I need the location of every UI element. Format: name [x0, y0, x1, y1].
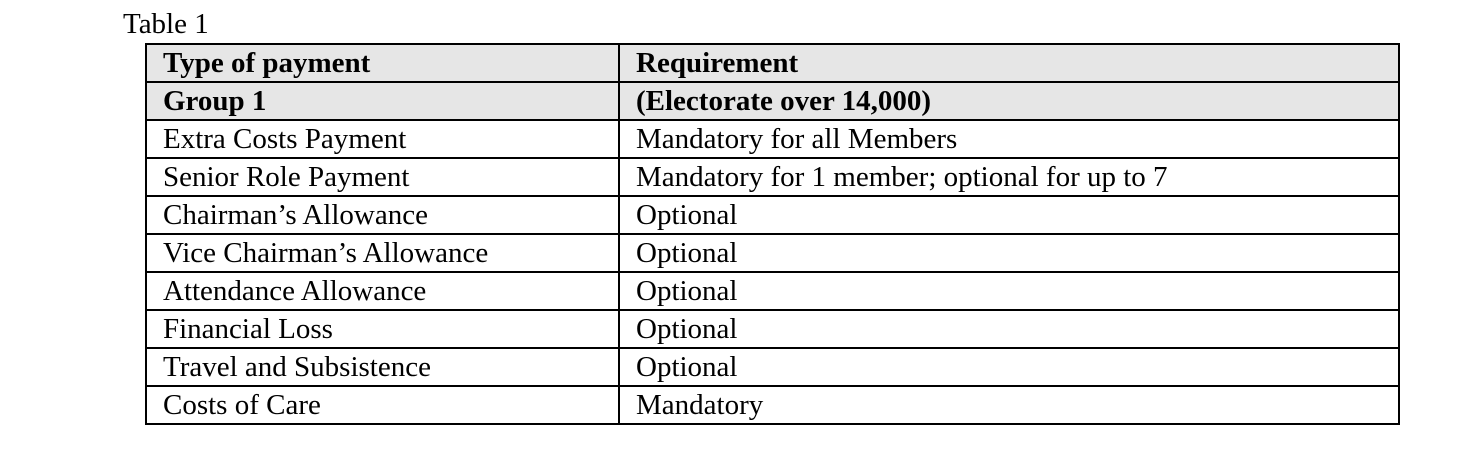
payment-cell: Senior Role Payment — [146, 158, 619, 196]
requirement-cell: Optional — [619, 196, 1399, 234]
requirement-cell: Optional — [619, 348, 1399, 386]
group-row — [146, 82, 1399, 120]
requirement-cell: Optional — [619, 234, 1399, 272]
requirement-cell: Optional — [619, 272, 1399, 310]
table-row — [146, 348, 1399, 386]
payment-cell: Chairman’s Allowance — [146, 196, 619, 234]
table-row — [146, 310, 1399, 348]
requirement-cell: Mandatory for 1 member; optional for up to 7 — [619, 158, 1399, 196]
payments-table — [145, 43, 1400, 425]
payment-cell: Vice Chairman’s Allowance — [146, 234, 619, 272]
table-row — [146, 158, 1399, 196]
table-header-row — [146, 44, 1399, 82]
table-row — [146, 234, 1399, 272]
table-row — [146, 272, 1399, 310]
requirement-cell: Optional — [619, 310, 1399, 348]
payment-cell: Travel and Subsistence — [146, 348, 619, 386]
payment-cell: Attendance Allowance — [146, 272, 619, 310]
payment-cell: Costs of Care — [146, 386, 619, 424]
header-type-of-payment: Type of payment — [146, 44, 619, 82]
header-requirement: Requirement — [619, 44, 1399, 82]
table-row — [146, 120, 1399, 158]
requirement-cell: Mandatory — [619, 386, 1399, 424]
payment-cell: Financial Loss — [146, 310, 619, 348]
table-caption: Table 1 — [123, 8, 209, 40]
group-name: Group 1 — [146, 82, 619, 120]
table-row — [146, 196, 1399, 234]
requirement-cell: Mandatory for all Members — [619, 120, 1399, 158]
table-row — [146, 386, 1399, 424]
group-requirement: (Electorate over 14,000) — [619, 82, 1399, 120]
payment-cell: Extra Costs Payment — [146, 120, 619, 158]
